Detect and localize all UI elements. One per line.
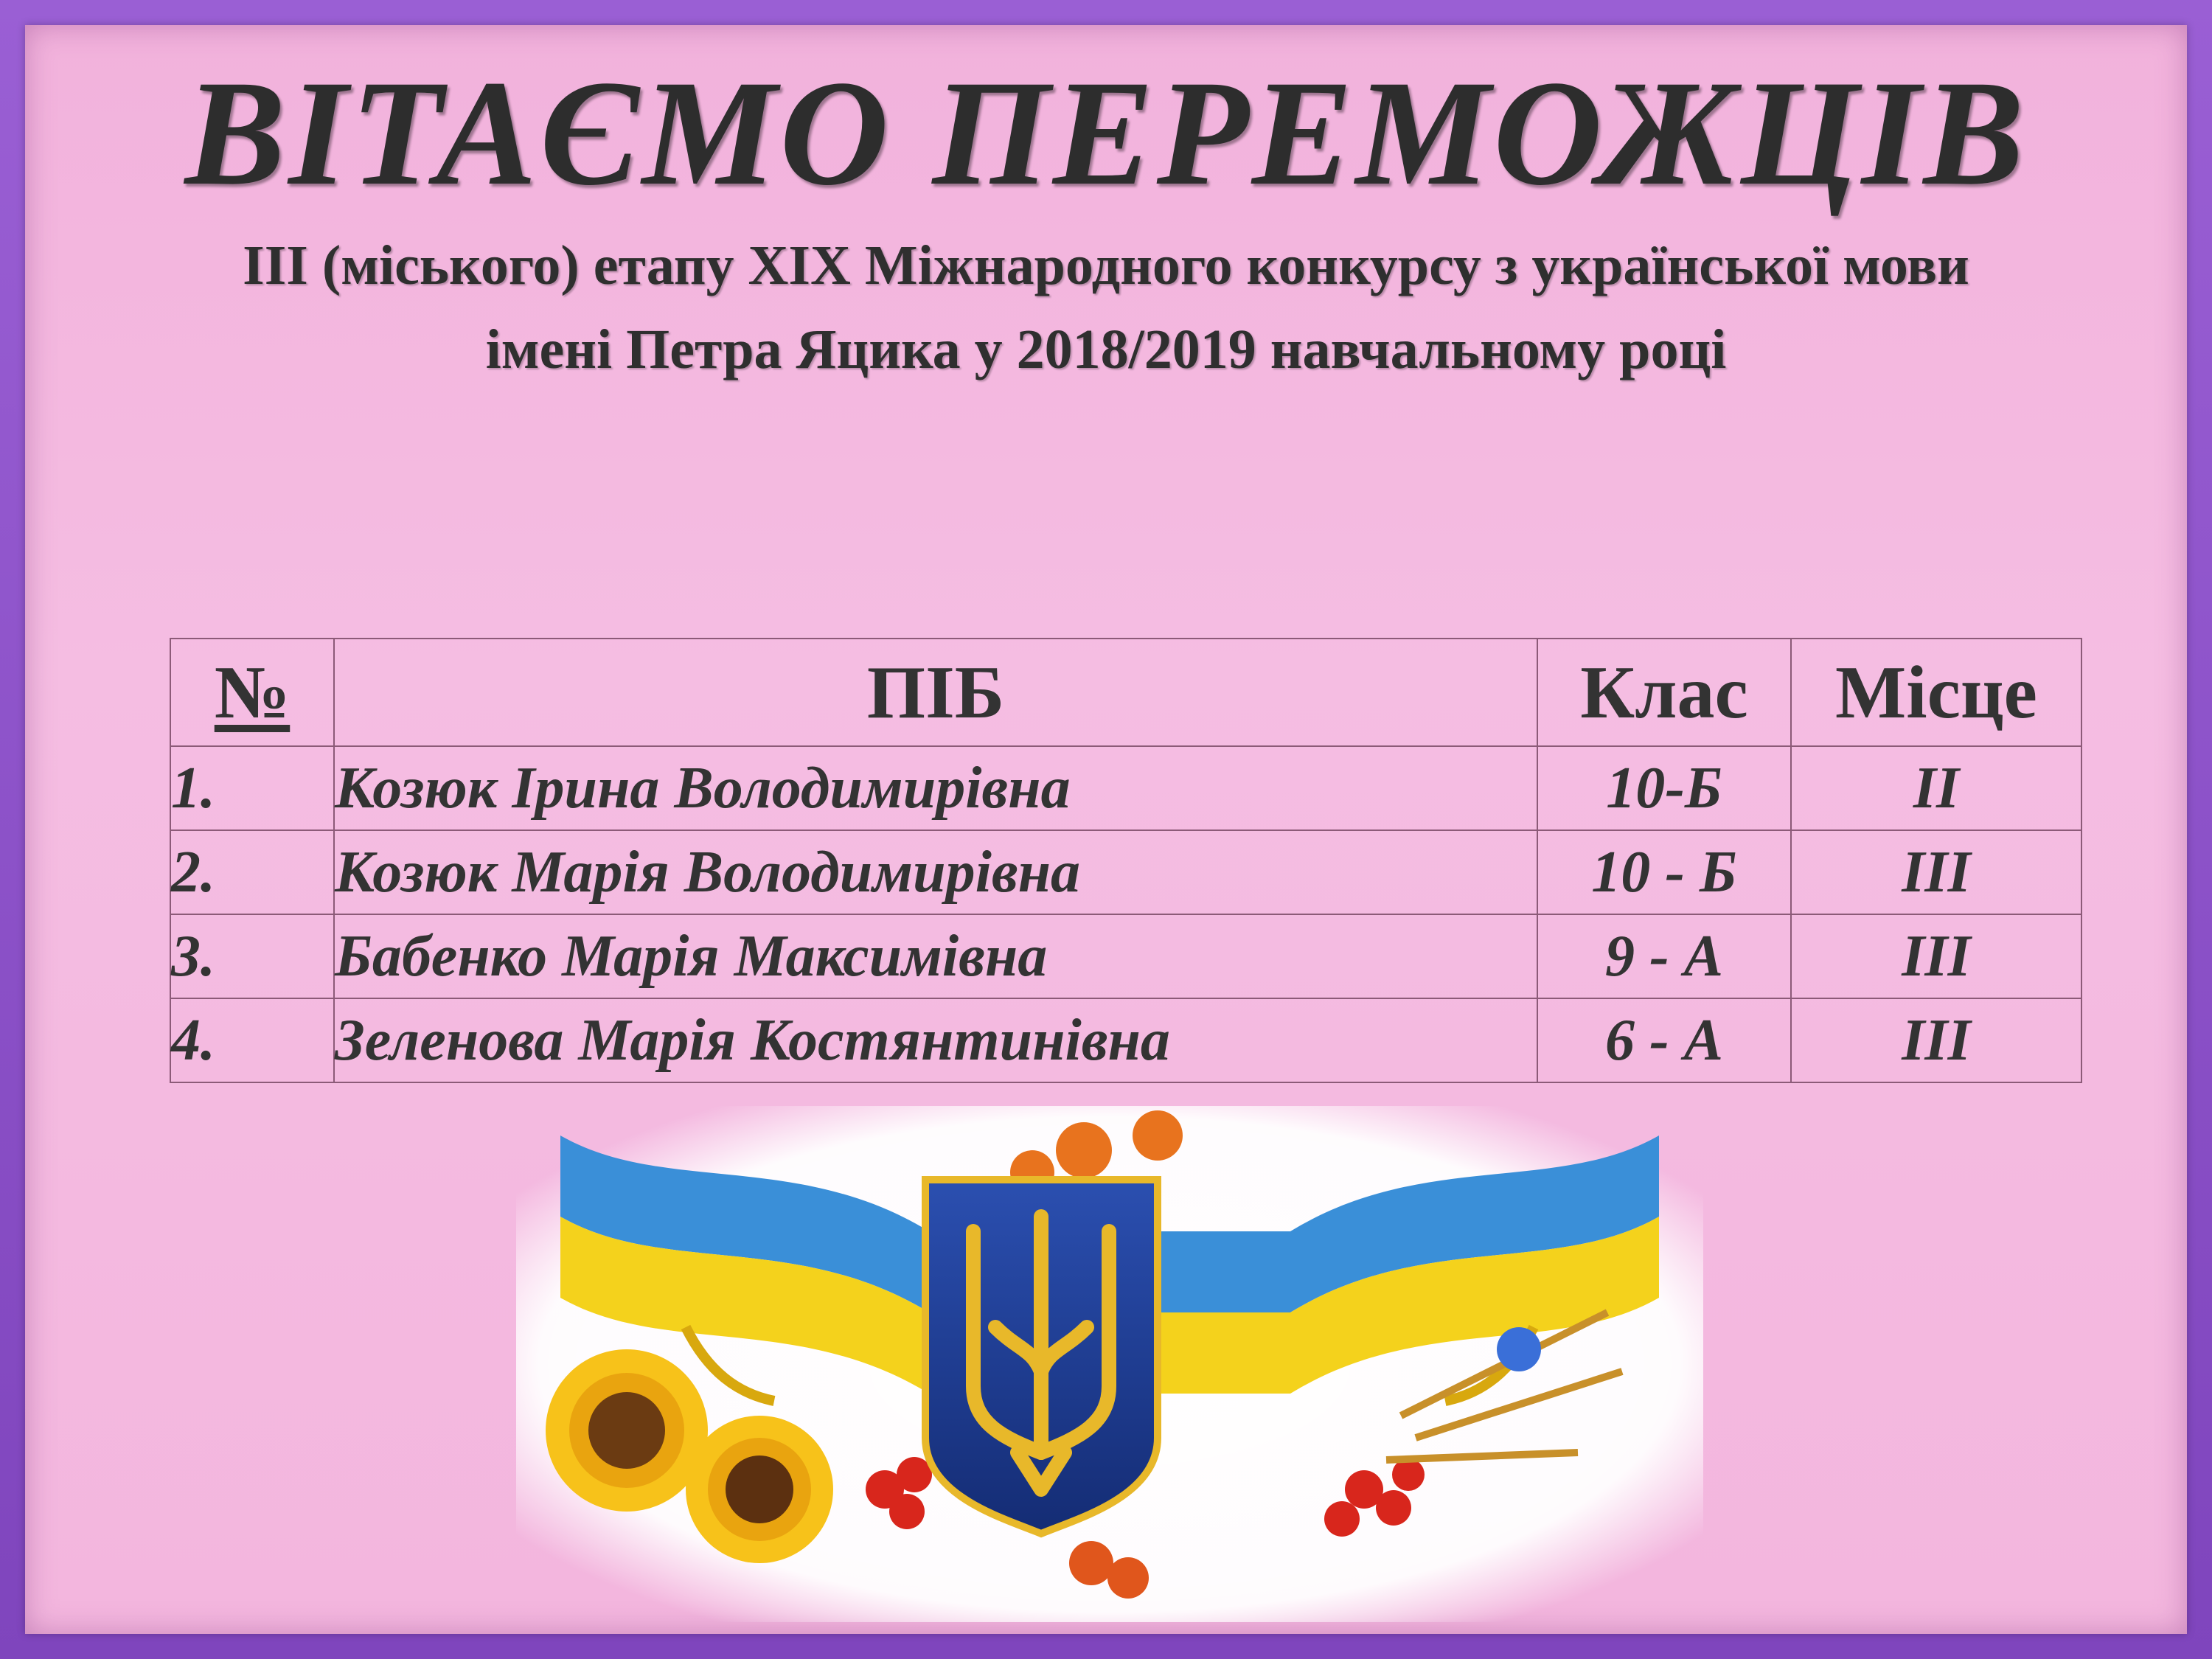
row-class: 9 - А <box>1537 914 1791 998</box>
row-place: ІІ <box>1791 746 2081 830</box>
cornflower-icon <box>1497 1327 1541 1371</box>
table-header-row <box>170 639 2081 746</box>
header-number: № <box>170 639 334 746</box>
row-class: 10 - Б <box>1537 830 1791 914</box>
winners-table <box>170 638 2082 1083</box>
row-place: ІІІ <box>1791 998 2081 1082</box>
row-class: 6 - А <box>1537 998 1791 1082</box>
emblem-illustration <box>516 1106 1703 1622</box>
header-name: ПІБ <box>334 639 1537 746</box>
table-row <box>170 998 2081 1082</box>
row-name: Козюк Марія Володимирівна <box>334 830 1537 914</box>
table-row <box>170 746 2081 830</box>
subtitle-line-2: імені Петра Яцика у 2018/2019 навчальному році <box>485 319 1727 380</box>
header-place: Місце <box>1791 639 2081 746</box>
row-number: 3. <box>170 914 334 998</box>
subtitle-line-1: ІІІ (міського) етапу XIX Міжнародного конкурсу з української мови <box>243 234 1969 296</box>
row-place: ІІІ <box>1791 830 2081 914</box>
row-number: 1. <box>170 746 334 830</box>
row-name: Козюк Ірина Володимирівна <box>334 746 1537 830</box>
row-name: Бабенко Марія Максимівна <box>334 914 1537 998</box>
row-number: 2. <box>170 830 334 914</box>
page-title: ВІТАЄМО ПЕРЕМОЖЦІВ <box>184 49 2028 217</box>
row-name: Зеленова Марія Костянтинівна <box>334 998 1537 1082</box>
national-emblem-decoration <box>516 1106 1703 1622</box>
table-row <box>170 914 2081 998</box>
row-class: 10-Б <box>1537 746 1791 830</box>
table-row <box>170 830 2081 914</box>
header-class: Клас <box>1537 639 1791 746</box>
coat-of-arms-trident-icon <box>925 1180 1158 1534</box>
row-number: 4. <box>170 998 334 1082</box>
row-place: ІІІ <box>1791 914 2081 998</box>
